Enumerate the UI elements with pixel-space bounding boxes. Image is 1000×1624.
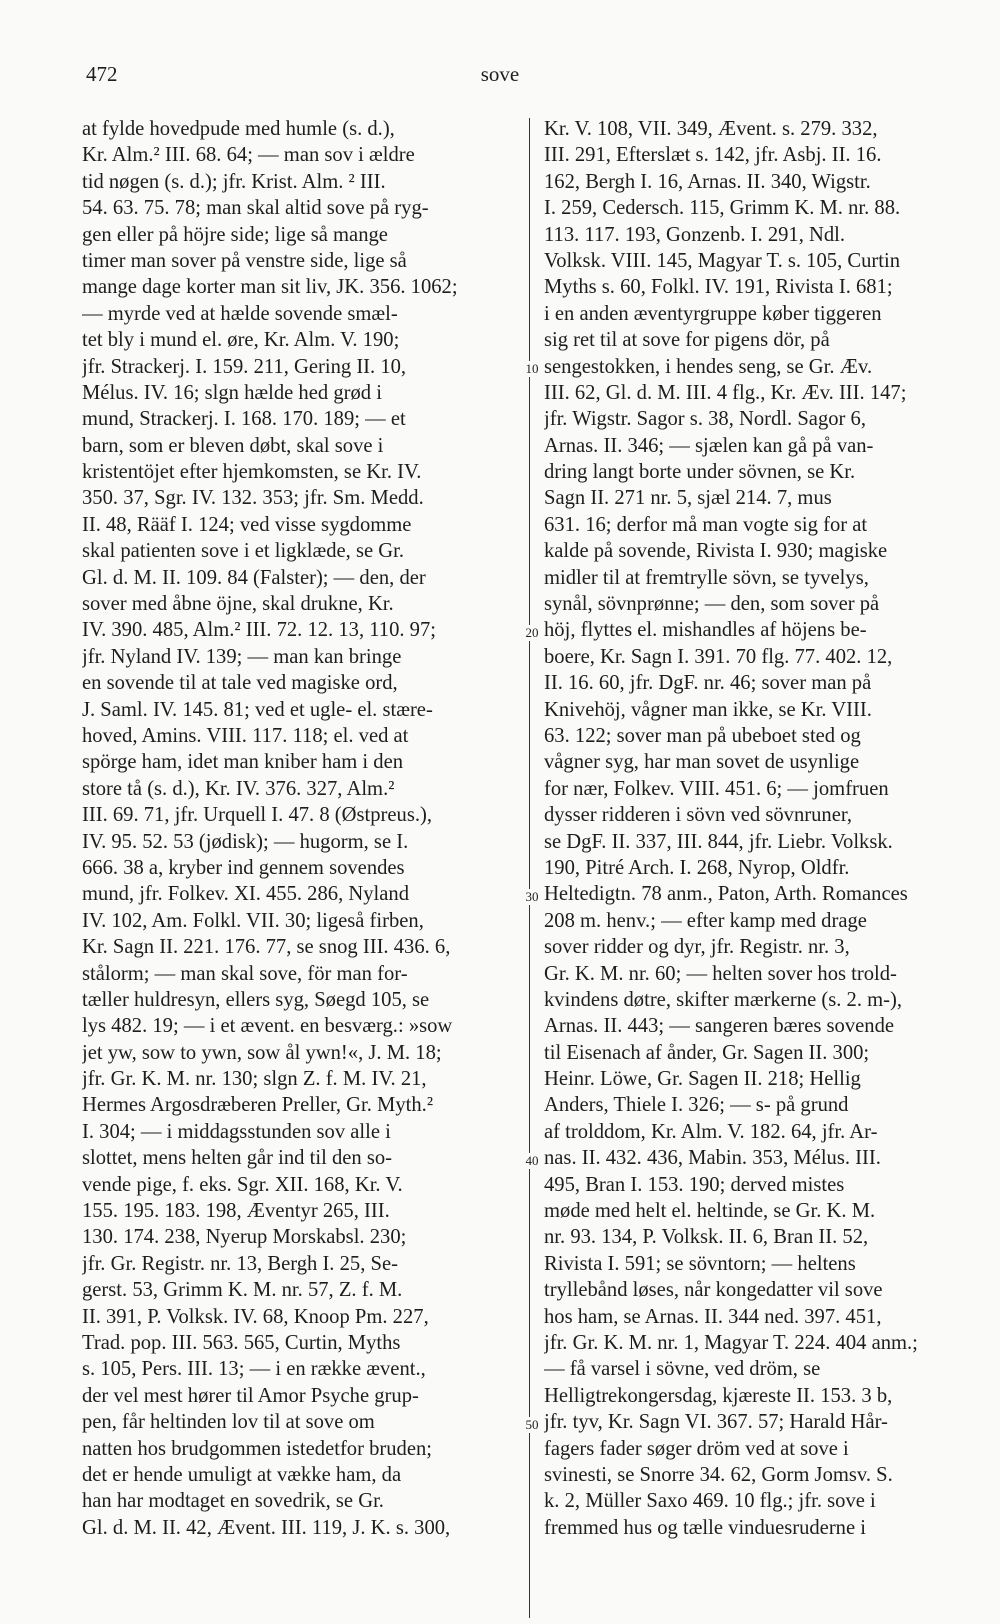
text-line: hoved, Amins. VIII. 117. 118; el. ved at — [82, 724, 409, 747]
text-line: Kr. V. 108, VII. 349, Ævent. s. 279. 332, — [544, 118, 878, 140]
text-line: s. 105, Pers. III. 13; — i en række ævent., — [82, 1358, 426, 1381]
text-line: Kr. Alm.² III. 68. 64; — man sov i ældre — [82, 144, 415, 167]
text-line: dysser ridderen i sövn ved sövnruner, — [544, 804, 853, 827]
text-line: nr. 93. 134, P. Volksk. II. 6, Bran II. 52, — [544, 1226, 869, 1249]
text-line: vågner syg, har man sovet de usynlige — [544, 751, 860, 774]
text-line: 162, Bergh I. 16, Arnas. II. 340, Wigstr. — [544, 170, 871, 193]
text-line: sengestokken, i hendes seng, se Gr. Æv. — [544, 355, 873, 378]
text-line: III. 291, Efterslæt s. 142, jfr. Asbj. II. 16. — [544, 144, 882, 167]
left-column — [82, 116, 520, 1541]
text-line: II. 48, Rääf I. 124; ved visse sygdomme — [82, 513, 412, 536]
text-line: tryllebånd løses, når kongedatter vil sove — [544, 1279, 883, 1302]
line-marker-40: 40 — [522, 1153, 542, 1169]
text-line: jfr. Gr. Registr. nr. 13, Bergh I. 25, Se- — [82, 1252, 398, 1275]
text-line: kalde på sovende, Rivista I. 930; magiske — [544, 540, 888, 563]
text-line: mund, jfr. Folkev. XI. 455. 286, Nyland — [82, 883, 409, 906]
text-line: Gr. K. M. nr. 60; — helten sover hos trold- — [544, 962, 897, 985]
text-line: hos ham, se Arnas. II. 344 ned. 397. 451, — [544, 1305, 882, 1328]
text-line: IV. 390. 485, Alm.² III. 72. 12. 13, 110. 97; — [82, 619, 436, 642]
text-line: timer man sover på venstre side, lige så — [82, 249, 407, 272]
text-line: Kr. Sagn II. 221. 176. 77, se snog III. 436. 6, — [82, 936, 451, 959]
text-line: 113. 117. 193, Gonzenb. I. 291, Ndl. — [544, 223, 846, 246]
text-line: skal patienten sove i et ligklæde, se Gr. — [82, 540, 404, 563]
text-line: sover ridder og dyr, jfr. Registr. nr. 3, — [544, 936, 850, 959]
text-line: Sagn II. 271 nr. 5, sjæl 214. 7, mus — [544, 487, 832, 510]
text-line: sover med åbne öjne, skal drukne, Kr. — [82, 593, 394, 616]
column-rule — [529, 118, 530, 1618]
text-line: Helligtrekongersdag, kjæreste II. 153. 3 b, — [544, 1384, 893, 1407]
text-line: jfr. Strackerj. I. 159. 211, Gering II. 10, — [82, 355, 407, 378]
line-marker-50: 50 — [522, 1417, 542, 1433]
text-line: gerst. 53, Grimm K. M. nr. 57, Z. f. M. — [82, 1279, 403, 1302]
text-line: Mélus. IV. 16; slgn hælde hed grød i — [82, 381, 382, 404]
text-line: III. 62, Gl. d. M. III. 4 flg., Kr. Æv. III. 147; — [544, 381, 907, 404]
text-line: til Eisenach af ånder, Gr. Sagen II. 300; — [544, 1041, 870, 1064]
text-line: for nær, Folkev. VIII. 451. 6; — jomfruen — [544, 777, 889, 800]
text-line: Anders, Thiele I. 326; — s- på grund — [544, 1094, 849, 1117]
text-line: sig ret til at sove for pigens dör, på — [544, 329, 830, 352]
text-line: Heinr. Löwe, Gr. Sagen II. 218; Hellig — [544, 1068, 861, 1091]
text-line: pen, får heltinden lov til at sove om — [82, 1411, 375, 1434]
text-line: I. 304; — i middagsstunden sov alle i — [82, 1120, 391, 1143]
text-line: det er hende umuligt at vække ham, da — [82, 1463, 402, 1486]
text-line: stålorm; — man skal sove, för man for- — [82, 962, 408, 985]
text-line: gen eller på höjre side; lige så mange — [82, 223, 388, 246]
text-line: I. 259, Cedersch. 115, Grimm K. M. nr. 88. — [544, 197, 901, 220]
text-line: boere, Kr. Sagn I. 391. 70 flg. 77. 402. 12, — [544, 645, 893, 668]
page-number: 472 — [86, 62, 118, 86]
text-line: 631. 16; derfor må man vogte sig for at — [544, 513, 868, 536]
text-line: 208 m. henv.; — efter kamp med drage — [544, 909, 867, 932]
text-line: IV. 102, Am. Folkl. VII. 30; ligeså firben, — [82, 909, 424, 932]
text-line: tæller huldresyn, ellers syg, Søegd 105, se — [82, 988, 430, 1011]
text-line: Gl. d. M. II. 42, Ævent. III. 119, J. K. s. 300, — [82, 1516, 451, 1539]
text-line: IV. 95. 52. 53 (jødisk); — hugorm, se I. — [82, 830, 409, 853]
text-line: natten hos brudgommen istedetfor bruden; — [82, 1437, 433, 1460]
text-line: 63. 122; sover man på ubeboet sted og — [544, 724, 861, 747]
text-line: Gl. d. M. II. 109. 84 (Falster); — den, der — [82, 566, 426, 589]
text-line: en sovende til at tale ved magiske ord, — [82, 672, 398, 695]
text-line: jfr. tyv, Kr. Sagn VI. 367. 57; Harald Hår- — [544, 1411, 888, 1434]
text-line: at fylde hovedpude med humle (s. d.), — [82, 118, 395, 140]
text-line: jfr. Gr. K. M. nr. 1, Magyar T. 224. 404 anm.; — [544, 1331, 918, 1354]
text-line: Knivehöj, vågner man ikke, se Kr. VIII. — [544, 698, 872, 721]
text-line: jet yw, sow to ywn, sow ål ywn!«, J. M. 18; — [82, 1041, 442, 1064]
text-line: møde med helt el. heltinde, se Gr. K. M. — [544, 1200, 876, 1223]
text-line: kristentöjet efter hjemkomsten, se Kr. IV. — [82, 461, 422, 484]
text-line: 350. 37, Sgr. IV. 132. 353; jfr. Sm. Medd. — [82, 487, 424, 510]
text-line: 666. 38 a, kryber ind gennem sovendes — [82, 856, 405, 879]
text-line: dring langt borte under sövnen, se Kr. — [544, 461, 856, 484]
text-line: svinesti, se Snorre 34. 62, Gorm Jomsv. S. — [544, 1463, 893, 1486]
text-line: 155. 195. 183. 198, Æventyr 265, III. — [82, 1200, 390, 1223]
text-line: slottet, mens helten går ind til den so- — [82, 1147, 392, 1170]
text-line: II. 391, P. Volksk. IV. 68, Knoop Pm. 227, — [82, 1305, 429, 1328]
text-line: Arnas. II. 346; — sjælen kan gå på van- — [544, 434, 874, 457]
text-line: Hermes Argosdræberen Preller, Gr. Myth.² — [82, 1094, 433, 1117]
text-line: jfr. Gr. K. M. nr. 130; slgn Z. f. M. IV. 21, — [82, 1068, 427, 1091]
text-line: — myrde ved at hælde sovende smæl- — [82, 302, 398, 325]
text-line: Volksk. VIII. 145, Magyar T. s. 105, Curtin — [544, 249, 900, 272]
text-line: se DgF. II. 337, III. 844, jfr. Liebr. Volksk. — [544, 830, 893, 853]
text-line: synål, sövnprønne; — den, som sover på — [544, 593, 880, 616]
text-line: fagers fader søger dröm ved at sove i — [544, 1437, 849, 1460]
text-line: nas. II. 432. 436, Mabin. 353, Mélus. III. — [544, 1147, 881, 1170]
text-line: store tå (s. d.), Kr. IV. 376. 327, Alm.² — [82, 777, 395, 800]
running-head: sove — [480, 62, 520, 86]
text-line: vende pige, f. eks. Sgr. XII. 168, Kr. V. — [82, 1173, 403, 1196]
text-line: mange dage korter man sit liv, JK. 356. 1062; — [82, 276, 458, 299]
text-line: 54. 63. 75. 78; man skal altid sove på ryg- — [82, 197, 429, 220]
text-line: Trad. pop. III. 563. 565, Curtin, Myths — [82, 1331, 401, 1354]
text-line: han har modtaget en sovedrik, se Gr. — [82, 1490, 384, 1513]
text-line: tet bly i mund el. øre, Kr. Alm. V. 190; — [82, 329, 400, 352]
text-line: Myths s. 60, Folkl. IV. 191, Rivista I. 681; — [544, 276, 893, 299]
line-marker-30: 30 — [522, 889, 542, 905]
text-line: tid nøgen (s. d.); jfr. Krist. Alm. ² III. — [82, 170, 386, 193]
text-line: Arnas. II. 443; — sangeren bæres sovende — [544, 1015, 895, 1038]
text-line: fremmed hus og tælle vinduesruderne i — [544, 1516, 866, 1539]
text-line: lys 482. 19; — i et ævent. en besværg.: »sow — [82, 1015, 453, 1038]
text-line: 495, Bran I. 153. 190; derved mistes — [544, 1173, 845, 1196]
text-line: mund, Strackerj. I. 168. 170. 189; — et — [82, 408, 406, 431]
text-line: midler til at fremtrylle sövn, se tyvelys, — [544, 566, 869, 589]
text-line: höj, flyttes el. mishandles af höjens be- — [544, 619, 867, 642]
text-line: Heltedigtn. 78 anm., Paton, Arth. Romances — [544, 883, 908, 906]
text-line: 130. 174. 238, Nyerup Morskabsl. 230; — [82, 1226, 407, 1249]
text-line: Rivista I. 591; se sövntorn; — heltens — [544, 1252, 856, 1275]
text-line: spörge ham, idet man kniber ham i den — [82, 751, 404, 774]
text-line: jfr. Nyland IV. 139; — man kan bringe — [82, 645, 402, 668]
text-line: II. 16. 60, jfr. DgF. nr. 46; sover man på — [544, 672, 872, 695]
text-line: i en anden æventyrgruppe køber tiggeren — [544, 302, 882, 325]
right-column — [544, 116, 976, 1541]
text-line: barn, som er bleven døbt, skal sove i — [82, 434, 384, 457]
text-line: k. 2, Müller Saxo 469. 10 flg.; jfr. sove i — [544, 1490, 876, 1513]
line-marker-10: 10 — [522, 361, 542, 377]
text-line: J. Saml. IV. 145. 81; ved et ugle- el. stære- — [82, 698, 433, 721]
line-marker-20: 20 — [522, 625, 542, 641]
text-line: 190, Pitré Arch. I. 268, Nyrop, Oldfr. — [544, 856, 850, 879]
text-line: af trolddom, Kr. Alm. V. 182. 64, jfr. Ar- — [544, 1120, 878, 1143]
text-line: — få varsel i sövne, ved dröm, se — [544, 1358, 821, 1381]
text-line: kvindens døtre, skifter mærkerne (s. 2. m-), — [544, 988, 903, 1011]
text-line: der vel mest hører til Amor Psyche grup- — [82, 1384, 419, 1407]
text-line: jfr. Wigstr. Sagor s. 38, Nordl. Sagor 6, — [544, 408, 866, 431]
text-line: III. 69. 71, jfr. Urquell I. 47. 8 (Østpreus.), — [82, 804, 433, 827]
